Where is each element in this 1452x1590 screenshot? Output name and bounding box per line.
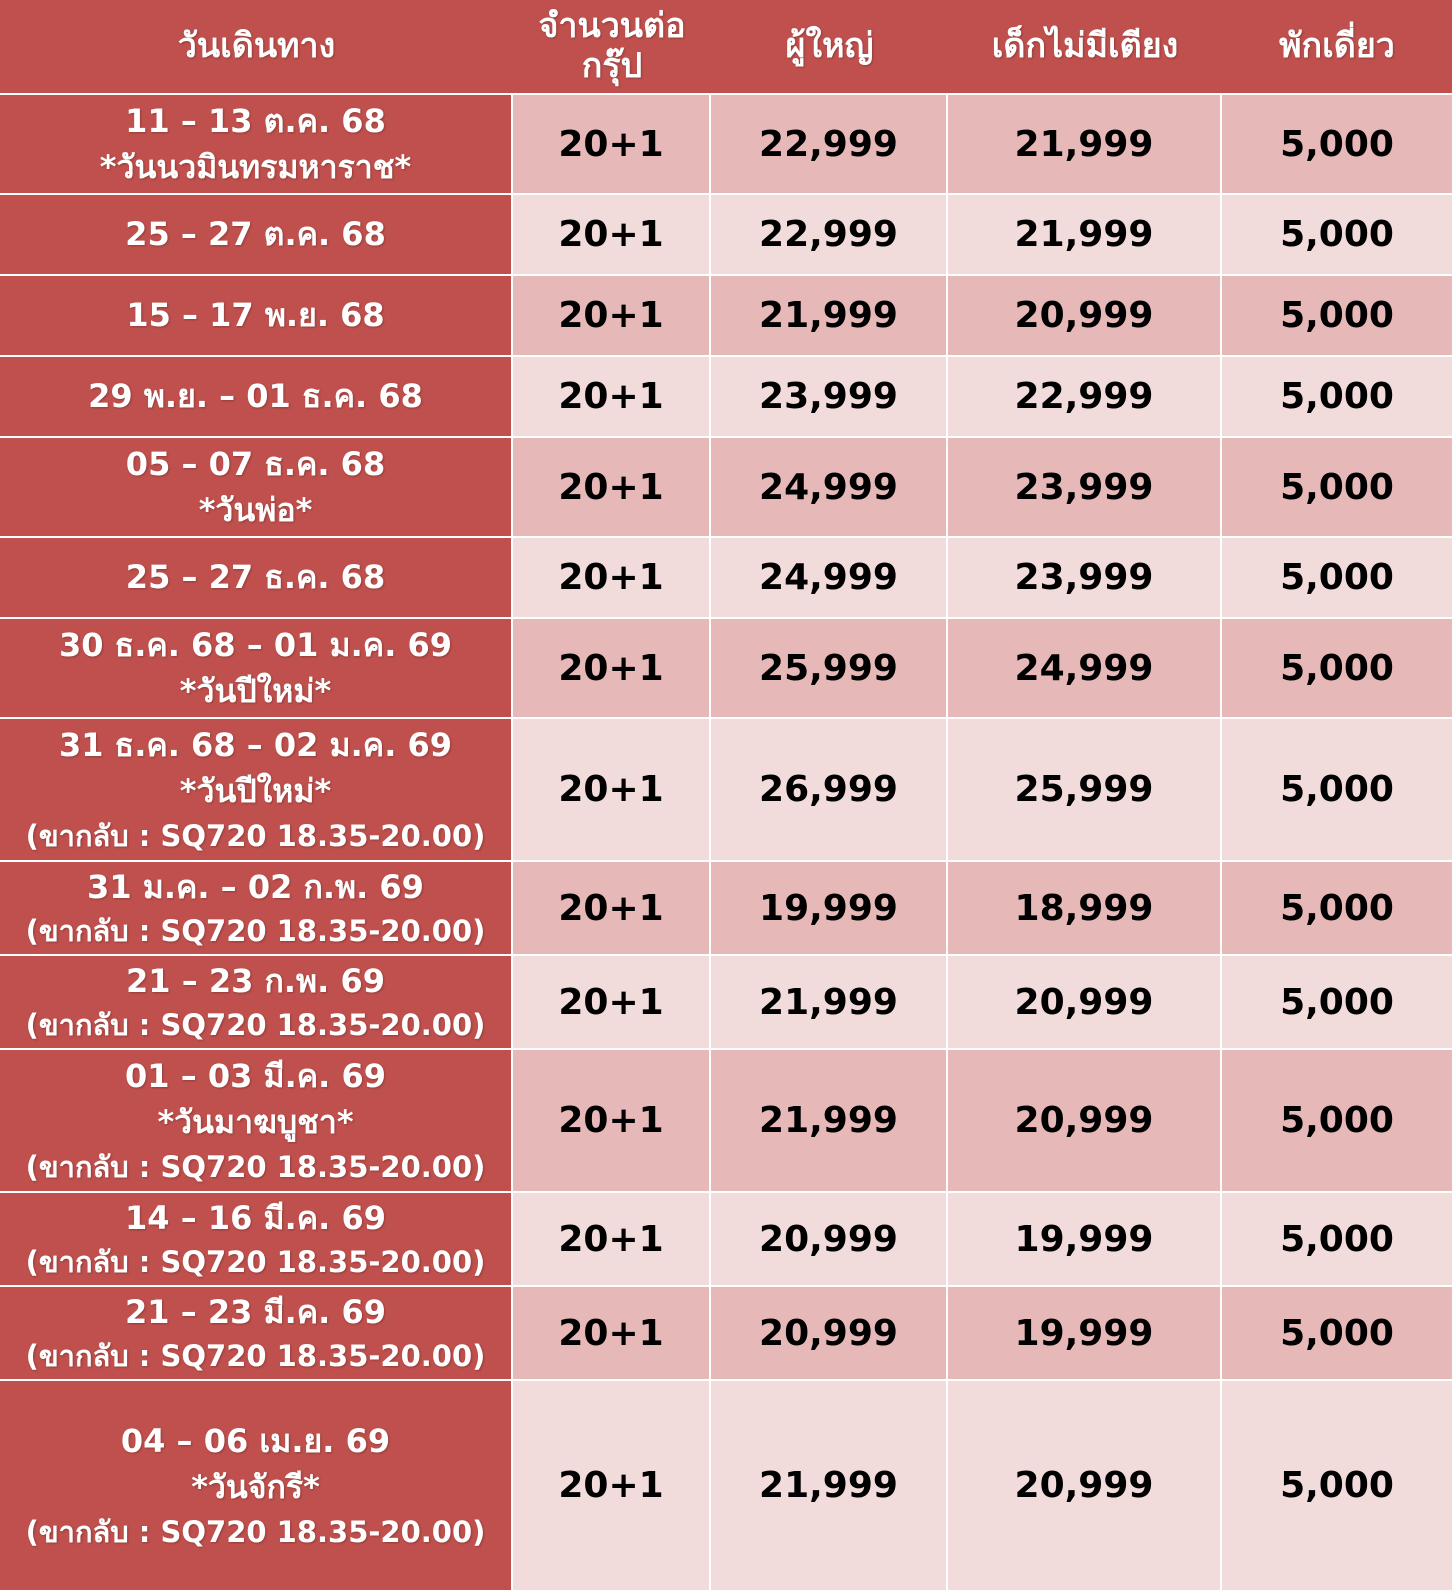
single-supplement-cell: 5,000: [1222, 719, 1452, 860]
adult-price-cell: 23,999: [711, 357, 948, 436]
child-no-bed-price-cell: 19,999: [948, 1193, 1222, 1285]
travel-date: 30 ธ.ค. 68 – 01 ม.ค. 69: [58, 625, 453, 664]
single-supplement-cell: 5,000: [1222, 276, 1452, 355]
travel-date-cell: [0, 1381, 513, 1590]
child-no-bed-price-cell: 20,999: [948, 1050, 1222, 1191]
travel-date: 25 – 27 ต.ค. 68: [125, 215, 386, 254]
single-supplement-cell: 5,000: [1222, 1193, 1452, 1285]
header-travel-date: วันเดินทาง: [177, 25, 336, 66]
single-supplement-cell: 5,000: [1222, 1050, 1452, 1191]
table-row: [0, 1193, 1452, 1287]
group-size-cell: 20+1: [513, 1193, 711, 1285]
table-row: [0, 619, 1452, 719]
table-row: [0, 956, 1452, 1050]
travel-date-cell: [0, 1193, 513, 1285]
holiday-note: *วันจักรี*: [191, 1468, 320, 1507]
return-flight-note: (ขากลับ : SQ720 18.35-20.00): [25, 1339, 486, 1374]
single-supplement-cell: 5,000: [1222, 538, 1452, 617]
single-supplement-cell: 5,000: [1222, 95, 1452, 193]
group-size-cell: 20+1: [513, 95, 711, 193]
travel-date-cell: [0, 95, 513, 193]
adult-price-cell: 20,999: [711, 1287, 948, 1379]
child-no-bed-price-cell: 23,999: [948, 438, 1222, 536]
single-supplement-cell: 5,000: [1222, 956, 1452, 1048]
holiday-note: *วันปีใหม่*: [179, 672, 332, 710]
table-row: [0, 1381, 1452, 1590]
single-supplement-cell: 5,000: [1222, 195, 1452, 274]
adult-price-cell: 24,999: [711, 438, 948, 536]
travel-date-cell: [0, 719, 513, 860]
adult-price-cell: 21,999: [711, 1050, 948, 1191]
travel-date: 14 – 16 มี.ค. 69: [125, 1198, 386, 1237]
child-no-bed-price-cell: 19,999: [948, 1287, 1222, 1379]
header-group-size: จำนวนต่อ กรุ๊ป: [538, 6, 686, 86]
group-size-cell: 20+1: [513, 619, 711, 717]
group-size-cell: 20+1: [513, 1381, 711, 1590]
adult-price-cell: 21,999: [711, 276, 948, 355]
table-header: [0, 0, 1452, 95]
table-row: [0, 1050, 1452, 1193]
adult-price-cell: 22,999: [711, 95, 948, 193]
child-no-bed-price-cell: 21,999: [948, 195, 1222, 274]
travel-date-cell: [0, 956, 513, 1048]
header-single-supplement: พักเดี่ยว: [1279, 25, 1395, 66]
travel-date-cell: [0, 619, 513, 717]
table-row: [0, 95, 1452, 195]
adult-price-cell: 21,999: [711, 956, 948, 1048]
group-size-cell: 20+1: [513, 195, 711, 274]
single-supplement-cell: 5,000: [1222, 1381, 1452, 1590]
adult-price-cell: 20,999: [711, 1193, 948, 1285]
header-child-no-bed-price: เด็กไม่มีเตียง: [991, 25, 1179, 66]
group-size-cell: 20+1: [513, 719, 711, 860]
child-no-bed-price-cell: 23,999: [948, 538, 1222, 617]
table-row: [0, 862, 1452, 956]
holiday-note: *วันพ่อ*: [198, 491, 313, 529]
table-row: [0, 538, 1452, 619]
travel-date-cell: [0, 538, 513, 617]
travel-date: 25 – 27 ธ.ค. 68: [125, 558, 386, 597]
group-size-cell: 20+1: [513, 357, 711, 436]
return-flight-note: (ขากลับ : SQ720 18.35-20.00): [25, 818, 486, 853]
travel-date: 31 ม.ค. – 02 ก.พ. 69: [87, 867, 424, 906]
travel-date: 05 – 07 ธ.ค. 68: [125, 444, 386, 483]
group-size-cell: 20+1: [513, 438, 711, 536]
travel-date: 11 – 13 ต.ค. 68: [125, 101, 386, 140]
travel-date: 31 ธ.ค. 68 – 02 ม.ค. 69: [58, 726, 453, 765]
child-no-bed-price-cell: 20,999: [948, 276, 1222, 355]
travel-date: 21 – 23 มี.ค. 69: [125, 1292, 386, 1331]
travel-date: 21 – 23 ก.พ. 69: [126, 961, 385, 1000]
travel-date-cell: [0, 1287, 513, 1379]
table-body: [0, 95, 1452, 1590]
group-size-cell: 20+1: [513, 1050, 711, 1191]
return-flight-note: (ขากลับ : SQ720 18.35-20.00): [25, 1514, 486, 1549]
group-size-cell: 20+1: [513, 1287, 711, 1379]
child-no-bed-price-cell: 21,999: [948, 95, 1222, 193]
return-flight-note: (ขากลับ : SQ720 18.35-20.00): [25, 1245, 486, 1280]
return-flight-note: (ขากลับ : SQ720 18.35-20.00): [25, 1149, 486, 1184]
group-size-cell: 20+1: [513, 538, 711, 617]
child-no-bed-price-cell: 20,999: [948, 956, 1222, 1048]
table-row: [0, 276, 1452, 357]
travel-date: 04 – 06 เม.ย. 69: [120, 1422, 391, 1461]
child-no-bed-price-cell: 25,999: [948, 719, 1222, 860]
table-row: [0, 719, 1452, 862]
return-flight-note: (ขากลับ : SQ720 18.35-20.00): [25, 1008, 486, 1043]
adult-price-cell: 25,999: [711, 619, 948, 717]
adult-price-cell: 22,999: [711, 195, 948, 274]
group-size-cell: 20+1: [513, 862, 711, 954]
header-adult-price: ผู้ใหญ่: [785, 25, 874, 66]
single-supplement-cell: 5,000: [1222, 1287, 1452, 1379]
child-no-bed-price-cell: 18,999: [948, 862, 1222, 954]
travel-date-cell: [0, 862, 513, 954]
child-no-bed-price-cell: 22,999: [948, 357, 1222, 436]
travel-date-cell: [0, 438, 513, 536]
group-size-cell: 20+1: [513, 276, 711, 355]
table-row: [0, 438, 1452, 538]
single-supplement-cell: 5,000: [1222, 357, 1452, 436]
child-no-bed-price-cell: 20,999: [948, 1381, 1222, 1590]
group-size-cell: 20+1: [513, 956, 711, 1048]
holiday-note: *วันมาฆบูชา*: [157, 1103, 354, 1142]
travel-date: 29 พ.ย. – 01 ธ.ค. 68: [88, 377, 423, 416]
travel-date-cell: [0, 276, 513, 355]
adult-price-cell: 24,999: [711, 538, 948, 617]
adult-price-cell: 26,999: [711, 719, 948, 860]
table-row: [0, 1287, 1452, 1381]
single-supplement-cell: 5,000: [1222, 438, 1452, 536]
adult-price-cell: 19,999: [711, 862, 948, 954]
table-row: [0, 195, 1452, 276]
single-supplement-cell: 5,000: [1222, 862, 1452, 954]
single-supplement-cell: 5,000: [1222, 619, 1452, 717]
holiday-note: *วันปีใหม่*: [179, 772, 332, 811]
holiday-note: *วันนวมินทรมหาราช*: [99, 148, 412, 186]
return-flight-note: (ขากลับ : SQ720 18.35-20.00): [25, 914, 486, 949]
child-no-bed-price-cell: 24,999: [948, 619, 1222, 717]
travel-date: 15 – 17 พ.ย. 68: [126, 296, 385, 335]
adult-price-cell: 21,999: [711, 1381, 948, 1590]
travel-date-cell: [0, 1050, 513, 1191]
travel-date-cell: [0, 195, 513, 274]
travel-date: 01 – 03 มี.ค. 69: [125, 1057, 386, 1096]
travel-date-cell: [0, 357, 513, 436]
table-row: [0, 357, 1452, 438]
